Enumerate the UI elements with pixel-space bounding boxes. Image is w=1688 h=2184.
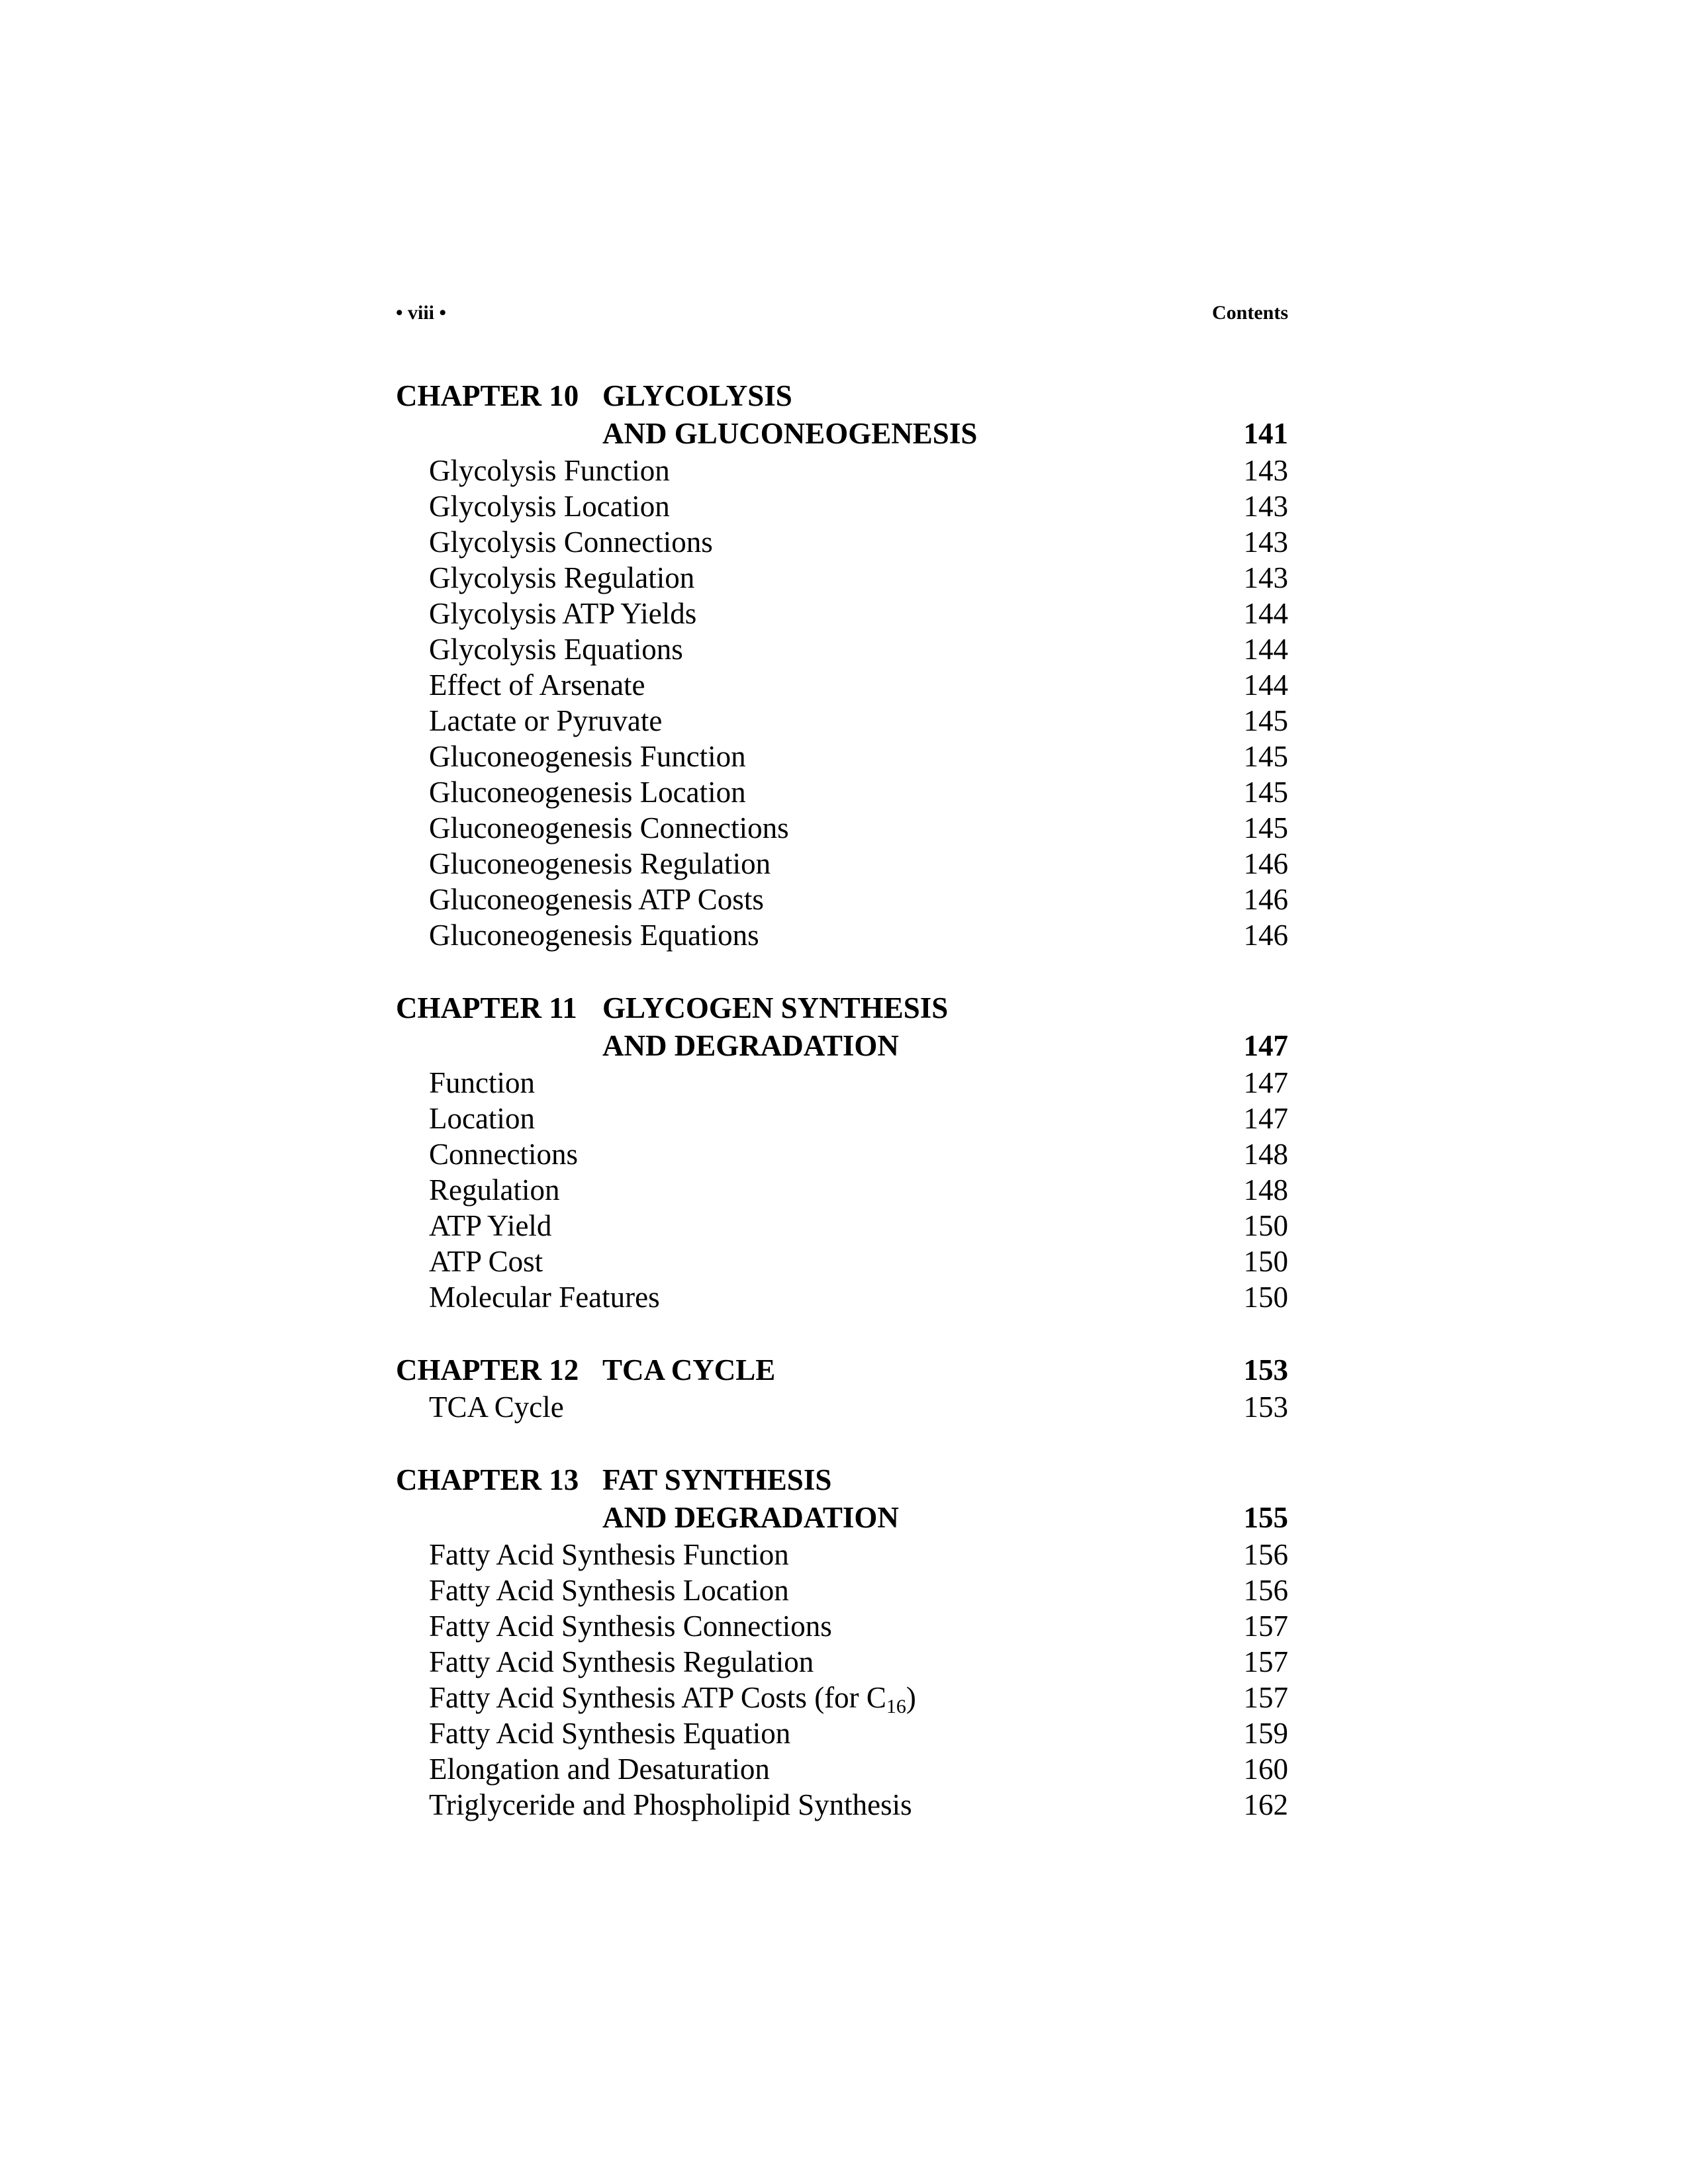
toc-entry-title — [429, 917, 759, 953]
chapter-page-number: 153 — [1243, 1353, 1288, 1387]
chapter-block — [396, 377, 1288, 953]
toc-entry[interactable] — [396, 1136, 1288, 1172]
toc-entry[interactable] — [396, 560, 1288, 596]
toc-entry-page-number: 144 — [1243, 633, 1288, 666]
toc-entry-title-text: Connections — [429, 1138, 578, 1171]
toc-entry[interactable] — [396, 1208, 1288, 1244]
toc-entry-title — [429, 1680, 916, 1715]
toc-entry[interactable] — [396, 667, 1288, 703]
chapter-label: CHAPTER 11 — [396, 991, 577, 1024]
toc-entry[interactable] — [396, 1065, 1288, 1101]
toc-entry-page-number: 143 — [1243, 525, 1288, 559]
chapter-heading[interactable] — [396, 1461, 1288, 1537]
toc-entry-page-number: 146 — [1243, 919, 1288, 952]
chapter-heading[interactable] — [396, 989, 1288, 1065]
toc-entry[interactable] — [396, 846, 1288, 882]
toc-entry-title — [429, 1208, 551, 1244]
toc-entry-title — [429, 667, 645, 703]
chapter-block — [396, 1461, 1288, 1823]
toc-entry-page-number: 150 — [1243, 1245, 1288, 1278]
toc-entry-page-number: 153 — [1243, 1390, 1288, 1424]
toc-entry-title-text: Gluconeogenesis Connections — [429, 811, 789, 844]
toc-entry[interactable] — [396, 774, 1288, 810]
toc-entry-title — [429, 524, 713, 560]
toc-entry-page-number: 146 — [1243, 847, 1288, 880]
toc-entry-title-text: Fatty Acid Synthesis Function — [429, 1538, 789, 1571]
toc-entry[interactable] — [396, 1608, 1288, 1644]
toc-entry-title — [429, 488, 670, 524]
toc-entry[interactable] — [396, 1101, 1288, 1136]
toc-entry-title-text: Regulation — [429, 1173, 560, 1206]
toc-entry-title-text: Effect of Arsenate — [429, 668, 645, 702]
chapter-page-number: 147 — [1243, 1029, 1288, 1062]
toc-entry-title — [429, 739, 746, 774]
toc-entry-title — [429, 882, 764, 917]
toc-entry-title-text: Glycolysis Equations — [429, 633, 683, 666]
toc-entry-title — [429, 1244, 543, 1279]
chapter-title-continued: AND DEGRADATION — [602, 1029, 899, 1062]
toc-entry-title-text: Glycolysis Function — [429, 454, 670, 487]
toc-entry-page-number: 143 — [1243, 561, 1288, 594]
toc-entry-title — [429, 1787, 912, 1823]
toc-entry-title-text: Fatty Acid Synthesis Regulation — [429, 1645, 814, 1678]
toc-entry-page-number: 146 — [1243, 883, 1288, 916]
toc-entry-title-text: ATP Cost — [429, 1245, 543, 1278]
chapter-title-continued: AND DEGRADATION — [602, 1501, 899, 1534]
toc-entry-page-number: 150 — [1243, 1281, 1288, 1314]
toc-entry-title-text: Fatty Acid Synthesis Equation — [429, 1717, 791, 1750]
toc-entry-page-number: 144 — [1243, 597, 1288, 630]
toc-entry-title — [429, 1389, 564, 1425]
toc-entry-page-number: 160 — [1243, 1752, 1288, 1786]
toc-entry-page-number: 145 — [1243, 811, 1288, 844]
toc-entry-title-text: Molecular Features — [429, 1281, 660, 1314]
toc-entry-page-number: 145 — [1243, 776, 1288, 809]
chapter-label: CHAPTER 10 — [396, 379, 579, 412]
toc-entry-title-text: Fatty Acid Synthesis Location — [429, 1574, 789, 1607]
chapter-heading[interactable] — [396, 1351, 1288, 1389]
toc-entry-title-text: Triglyceride and Phospholipid Synthesis — [429, 1788, 912, 1821]
toc-entry-title-text: Glycolysis Location — [429, 490, 670, 523]
toc-entry-title-text: Gluconeogenesis Equations — [429, 919, 759, 952]
chapter-block — [396, 989, 1288, 1315]
toc-entry-subscript: 16 — [886, 1696, 906, 1717]
toc-entry[interactable] — [396, 917, 1288, 953]
chapter-title: GLYCOLYSIS — [602, 379, 792, 412]
chapter-title: FAT SYNTHESIS — [602, 1463, 832, 1496]
toc-entry-page-number: 145 — [1243, 740, 1288, 773]
chapter-heading[interactable] — [396, 377, 1288, 453]
toc-entry-title — [429, 810, 789, 846]
toc-entry-title — [429, 560, 694, 596]
toc-entry-title — [429, 1751, 770, 1787]
chapter-title-continued: AND GLUCONEOGENESIS — [602, 417, 978, 450]
toc-entry[interactable] — [396, 631, 1288, 667]
toc-entry-title-text: Gluconeogenesis Location — [429, 776, 746, 809]
toc-entry-title-text: Elongation and Desaturation — [429, 1752, 770, 1786]
toc-entry-page-number: 157 — [1243, 1681, 1288, 1714]
toc-entry-title — [429, 1608, 832, 1644]
toc-entry-title-suffix: ) — [906, 1681, 916, 1714]
toc-entry[interactable] — [396, 596, 1288, 631]
toc-entry-title-text: ATP Yield — [429, 1209, 552, 1242]
toc-entry-title — [429, 1537, 789, 1572]
toc-entry[interactable] — [396, 1644, 1288, 1680]
toc-entry-title — [429, 1101, 535, 1136]
toc-entry-title-text: Glycolysis ATP Yields — [429, 597, 697, 630]
toc-entry-title — [429, 1715, 790, 1751]
table-of-contents — [396, 377, 1288, 1859]
toc-entry[interactable] — [396, 882, 1288, 917]
toc-entry-title — [429, 453, 670, 488]
toc-entry-title-text: Gluconeogenesis Regulation — [429, 847, 771, 880]
toc-entry-page-number: 150 — [1243, 1209, 1288, 1242]
toc-entry[interactable] — [396, 810, 1288, 846]
chapter-page-number: 141 — [1243, 417, 1288, 450]
toc-entry-title — [429, 1172, 559, 1208]
toc-entry[interactable] — [396, 1715, 1288, 1751]
running-head — [396, 302, 1288, 328]
toc-entry[interactable] — [396, 1572, 1288, 1608]
toc-entry-page-number: 156 — [1243, 1538, 1288, 1571]
toc-entry[interactable] — [396, 1172, 1288, 1208]
toc-entry-title — [429, 846, 771, 882]
toc-entry-title-text: Glycolysis Connections — [429, 525, 713, 559]
chapter-title: TCA CYCLE — [602, 1353, 776, 1387]
toc-entry-page-number: 159 — [1243, 1717, 1288, 1750]
toc-entry-title — [429, 1572, 789, 1608]
toc-entry[interactable] — [396, 1751, 1288, 1787]
toc-entry[interactable] — [396, 453, 1288, 488]
toc-entry-title-text: TCA Cycle — [429, 1390, 564, 1424]
toc-entry-title — [429, 1644, 814, 1680]
toc-entry[interactable] — [396, 1680, 1288, 1715]
chapter-label: CHAPTER 12 — [396, 1353, 579, 1387]
toc-entry-page-number: 144 — [1243, 668, 1288, 702]
chapter-block — [396, 1351, 1288, 1425]
toc-entry-title-text: Gluconeogenesis ATP Costs — [429, 883, 764, 916]
toc-entry-page-number: 145 — [1243, 704, 1288, 737]
toc-entry[interactable] — [396, 1279, 1288, 1315]
toc-entry[interactable] — [396, 1389, 1288, 1425]
toc-entry[interactable] — [396, 524, 1288, 560]
toc-entry-title — [429, 631, 683, 667]
toc-entry-title-text: Lactate or Pyruvate — [429, 704, 663, 737]
page-folio: • viii • — [396, 302, 447, 324]
toc-entry-title — [429, 774, 746, 810]
toc-entry-page-number: 143 — [1243, 490, 1288, 523]
toc-entry[interactable] — [396, 739, 1288, 774]
toc-entry-page-number: 156 — [1243, 1574, 1288, 1607]
toc-entry[interactable] — [396, 1787, 1288, 1823]
chapter-page-number: 155 — [1243, 1501, 1288, 1534]
toc-entry-page-number: 148 — [1243, 1138, 1288, 1171]
toc-entry-title-text: Fatty Acid Synthesis ATP Costs (for C — [429, 1681, 886, 1714]
toc-entry-page-number: 143 — [1243, 454, 1288, 487]
toc-entry-title-text: Fatty Acid Synthesis Connections — [429, 1610, 832, 1643]
chapter-title: GLYCOGEN SYNTHESIS — [602, 991, 949, 1024]
toc-entry[interactable] — [396, 488, 1288, 524]
toc-entry-title — [429, 1279, 660, 1315]
toc-entry-page-number: 147 — [1243, 1102, 1288, 1135]
toc-entry-title — [429, 596, 696, 631]
toc-entry-title — [429, 1065, 535, 1101]
section-title: Contents — [1211, 302, 1288, 324]
toc-entry-title-text: Location — [429, 1102, 535, 1135]
toc-entry-page-number: 157 — [1243, 1645, 1288, 1678]
toc-entry-title-text: Glycolysis Regulation — [429, 561, 695, 594]
toc-entry-page-number: 162 — [1243, 1788, 1288, 1821]
toc-entry[interactable] — [396, 1537, 1288, 1572]
toc-entry-title — [429, 703, 662, 739]
toc-entry-title-text: Function — [429, 1066, 536, 1099]
toc-entry-page-number: 148 — [1243, 1173, 1288, 1206]
toc-entry[interactable] — [396, 1244, 1288, 1279]
toc-entry-title — [429, 1136, 578, 1172]
toc-entry-page-number: 157 — [1243, 1610, 1288, 1643]
toc-entry-title-text: Gluconeogenesis Function — [429, 740, 746, 773]
toc-entry[interactable] — [396, 703, 1288, 739]
toc-entry-page-number: 147 — [1243, 1066, 1288, 1099]
chapter-label: CHAPTER 13 — [396, 1463, 579, 1496]
